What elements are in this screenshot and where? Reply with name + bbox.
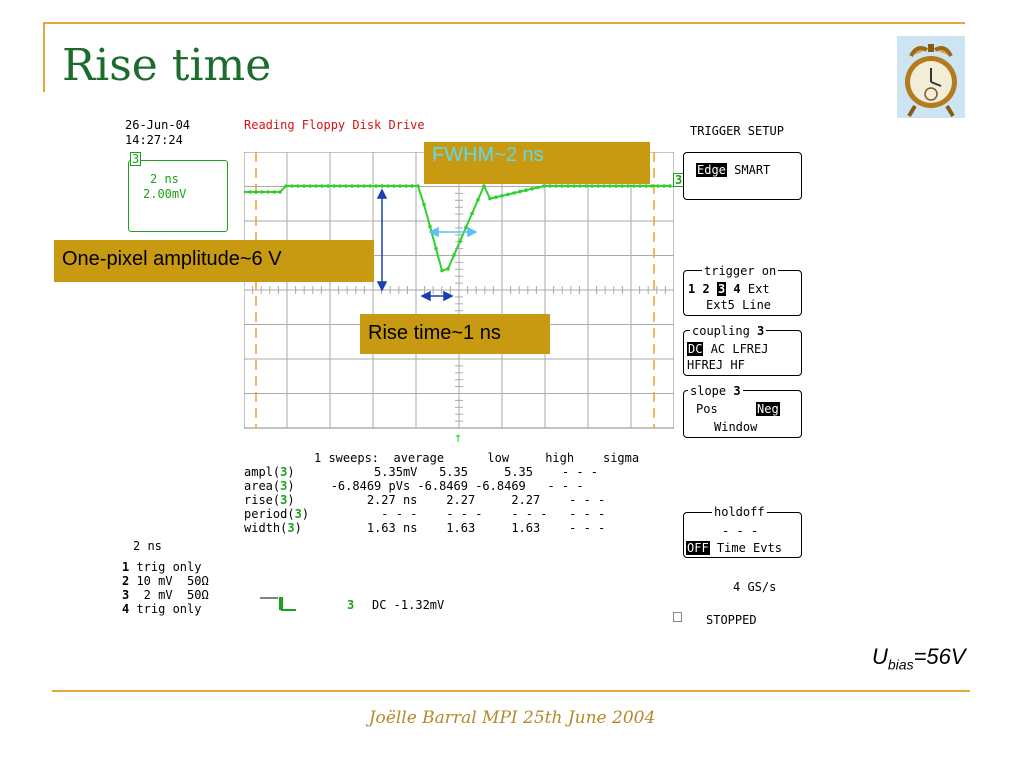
timebase-label: 2 ns (133, 539, 162, 553)
trigger-setup-heading: TRIGGER SETUP (690, 124, 784, 138)
slope-title: slope 3 (690, 384, 741, 398)
channel-box-number: 3 (132, 152, 140, 166)
fwhm-callout: FWHM~2 ns (424, 142, 650, 184)
trigger-on-ext[interactable]: Ext (747, 282, 770, 296)
channel-list-item: 2 10 mV 50Ω (122, 574, 209, 588)
rise-time-callout: Rise time~1 ns (360, 314, 550, 354)
trigger-on-ch4[interactable]: 4 (733, 282, 741, 296)
channel-list-item: 1 trig only (122, 560, 202, 574)
holdoff-rest[interactable]: Time Evts (716, 541, 782, 555)
coupling-line2[interactable]: HFREJ HF (687, 358, 745, 372)
coupling-dc[interactable]: DC (688, 342, 703, 356)
trigger-type-edge[interactable]: Edge (697, 163, 726, 177)
channel-box-volts: 2.00mV (143, 187, 187, 201)
channel-list-item: 4 trig only (122, 602, 202, 616)
status-indicator-icon (673, 612, 682, 622)
amplitude-callout: One-pixel amplitude~6 V (54, 240, 374, 282)
measurement-row: area(3) -6.8469 pVs -6.8469 -6.8469 - - - (244, 479, 584, 493)
scope-time: 14:27:24 (125, 133, 183, 147)
slope-line2[interactable]: Window (714, 420, 758, 434)
top-rule (45, 22, 965, 24)
slope-neg[interactable]: Neg (757, 402, 779, 416)
scope-date: 26-Jun-04 (125, 118, 191, 132)
trigger-on-channels (688, 282, 770, 296)
trace-channel-marker: 3 (675, 173, 683, 187)
holdoff-options (686, 541, 782, 555)
trigger-on-ch3[interactable]: 3 (717, 282, 726, 296)
slide-title: Rise time (62, 40, 272, 91)
left-rule (43, 22, 45, 92)
coupling-title: coupling 3 (692, 324, 765, 338)
trigger-on-line2[interactable]: Ext5 Line (706, 298, 772, 312)
trigger-position-marker: ↑ (454, 430, 463, 446)
trigger-on-ch2[interactable]: 2 (702, 282, 710, 296)
holdoff-off[interactable]: OFF (687, 541, 709, 555)
holdoff-value: - - - (722, 524, 759, 538)
trigger-type-options (696, 163, 770, 177)
coupling-rest[interactable]: AC LFREJ (710, 342, 769, 356)
measurement-header: 1 sweeps: average low high sigma (314, 451, 640, 465)
scope-status-title: Reading Floppy Disk Drive (244, 118, 425, 132)
alarm-clock-icon (897, 36, 965, 118)
measurement-row: rise(3) 2.27 ns 2.27 2.27 - - - (244, 493, 606, 507)
slope-pos[interactable]: Pos (696, 402, 718, 416)
dc-readout: DC -1.32mV (372, 598, 445, 612)
measurement-row: width(3) 1.63 ns 1.63 1.63 - - - (244, 521, 606, 535)
trigger-on-ch1[interactable]: 1 (688, 282, 696, 296)
measurement-row: ampl(3) 5.35mV 5.35 5.35 - - - (244, 465, 599, 479)
holdoff-title: holdoff (714, 505, 765, 519)
coupling-options (687, 342, 768, 356)
slide-footer: Joëlle Barral MPI 25th June 2004 (368, 708, 656, 728)
channel-trace-glyph (258, 590, 298, 614)
trigger-on-title: trigger on (704, 264, 777, 278)
sample-rate: 4 GS/s (733, 580, 777, 594)
scope-graticule (244, 152, 674, 452)
trigger-type-smart[interactable]: SMART (734, 163, 771, 177)
bottom-channel-number: 3 (347, 598, 355, 612)
acquisition-status: STOPPED (706, 613, 757, 627)
bottom-rule (52, 690, 970, 692)
channel-box-timebase: 2 ns (150, 172, 179, 186)
ubias-label: $U_{bias}=56V$ (872, 644, 966, 673)
channel-list-item: 3 2 mV 50Ω (122, 588, 209, 602)
measurement-row: period(3) - - - - - - - - - - - - (244, 507, 606, 521)
